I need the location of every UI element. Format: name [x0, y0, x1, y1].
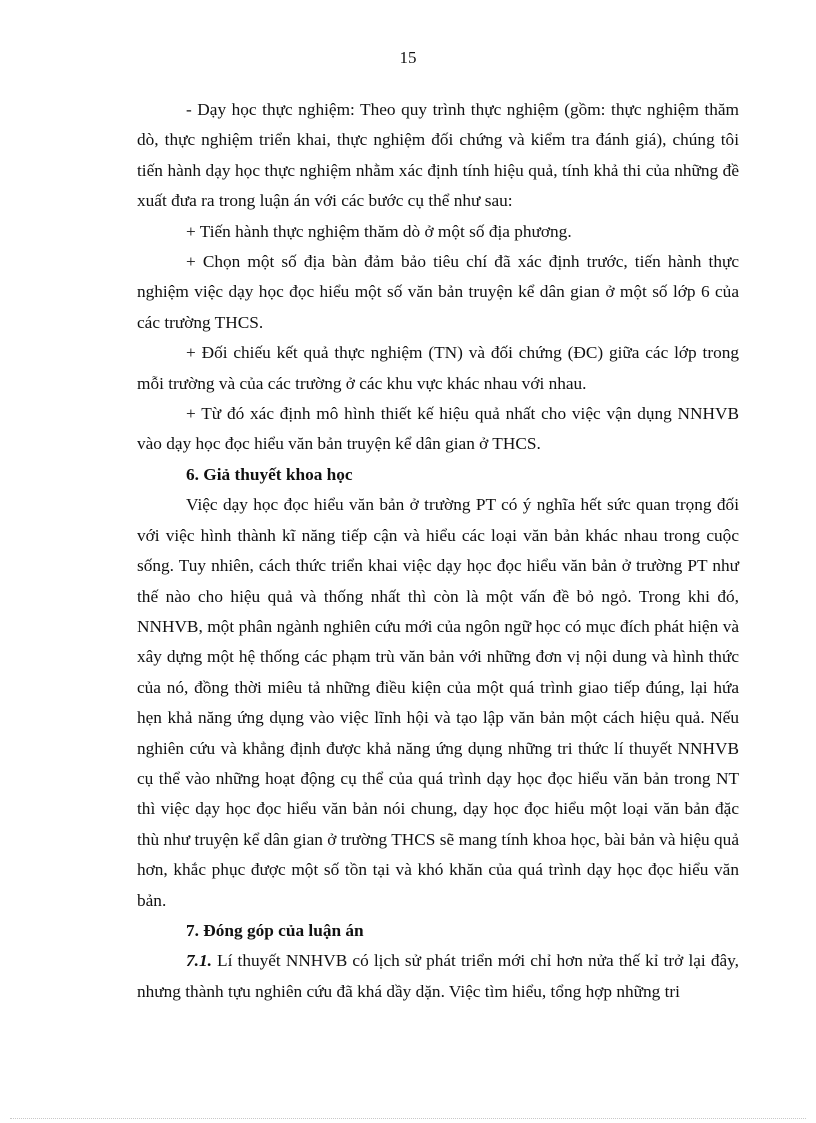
section-6-body: Việc dạy học đọc hiểu văn bản ở trường PT có ý nghĩa hết sức quan trọng đối với việc hình thành kĩ năng tiếp cận và hiểu các loại văn bản khác nhau trong cuộc sống. Tuy nhiên, cách thức triển khai việc dạy học đọc hiểu văn bản ở trường PT như thế nào cho hiệu quả và thống nhất thì còn là một vấn đề bỏ ngỏ. Trong khi đó, NNHVB, một phân ngành nghiên cứu mới của ngôn ngữ học có mục đích phát hiện và xây dựng một hệ thống các phạm trù văn bản với những đơn vị nội dung và hình thức của nó, đồng thời miêu tả những điều kiện của một quá trình giao tiếp đúng, lại hứa hẹn khả năng ứng dụng vào việc lĩnh hội và tạo lập văn bản một cách hiệu quả. Nếu nghiên cứu và khẳng định được khả năng ứng dụng những tri thức lí thuyết NNHVB cụ thể vào những hoạt động cụ thể của quá trình dạy học đọc hiểu văn bản trong NT thì việc dạy học đọc hiểu văn bản nói chung, dạy học đọc hiểu một loại văn bản đặc thù như truyện kể dân gian ở trường THCS sẽ mang tính khoa học, bài bản và hiệu quả hơn, khắc phục được một số tồn tại và khó khăn của quá trình dạy học đọc hiểu văn bản.: [137, 495, 739, 910]
section-7-1-paragraph: [137, 946, 739, 1007]
section-7-1-text: Lí thuyết NNHVB có lịch sử phát triển mới chỉ hơn nửa thế kỉ trở lại đây, nhưng thành tựu nghiên cứu đã khá dầy dặn. Việc tìm hiểu, tổng hợp những tri: [137, 951, 739, 1001]
section-7-heading: 7. Đóng góp của luận án: [186, 920, 364, 940]
paragraph-step-4: + Từ đó xác định mô hình thiết kế hiệu quả nhất cho việc vận dụng NNHVB vào dạy học đọc hiểu văn bản truyện kể dân gian ở THCS.: [137, 404, 739, 454]
paragraph-step-3: + Đối chiếu kết quả thực nghiệm (TN) và đối chứng (ĐC) giữa các lớp trong mỗi trường và của các trường ở các khu vực khác nhau với nhau.: [137, 343, 739, 393]
section-6-heading: 6. Giả thuyết khoa học: [186, 464, 353, 484]
section-7-1-label: 7.1.: [186, 951, 212, 971]
document-body: [137, 95, 739, 1007]
paragraph-step-2: + Chọn một số địa bàn đảm bảo tiêu chí đã xác định trước, tiến hành thực nghiệm việc dạy học đọc hiểu một số văn bản truyện kể dân gian ở một số lớp 6 của các trường THCS.: [137, 252, 739, 332]
page-bottom-divider: [10, 1118, 806, 1119]
paragraph-step-1: + Tiến hành thực nghiệm thăm dò ở một số địa phương.: [186, 221, 572, 241]
page-number: 15: [399, 48, 417, 67]
paragraph-experimental-teaching: - Dạy học thực nghiệm: Theo quy trình thực nghiệm (gồm: thực nghiệm thăm dò, thực nghiệm triển khai, thực nghiệm đối chứng và kiểm tra đánh giá), chúng tôi tiến hành dạy học thực nghiệm nhằm xác định tính hiệu quả, tính khả thi của những đề xuất đưa ra trong luận án với các bước cụ thể như sau:: [137, 100, 739, 211]
